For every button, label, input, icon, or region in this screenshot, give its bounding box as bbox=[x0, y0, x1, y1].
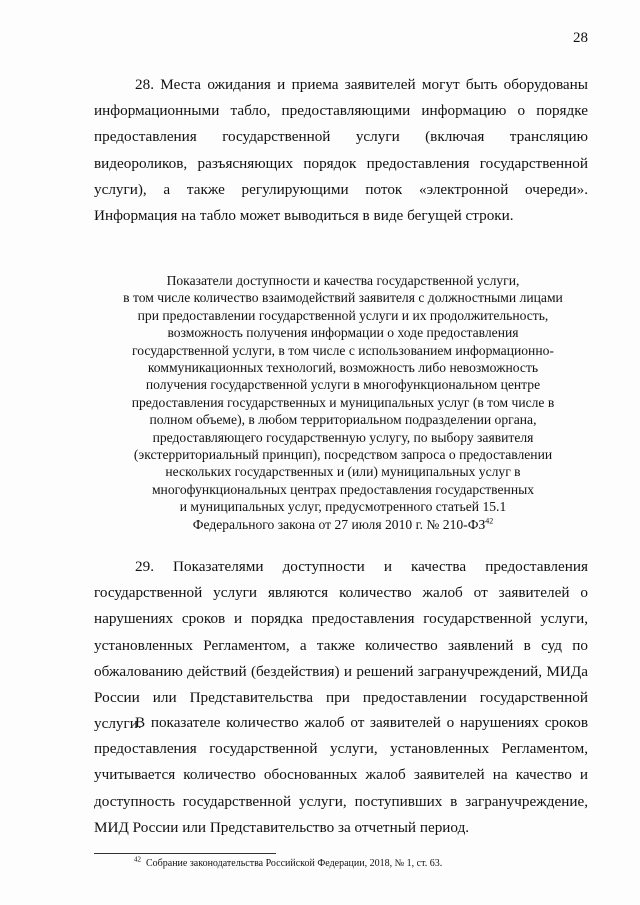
heading-line: государственной услуги, в том числе с использованием информационно- bbox=[132, 342, 554, 358]
page-number: 28 bbox=[573, 30, 588, 46]
heading-line: возможность получения информации о ходе предоставления bbox=[167, 325, 519, 341]
heading-line: и муниципальных услуг, предусмотренного статьей 15.1 bbox=[179, 499, 507, 515]
section-heading bbox=[96, 272, 590, 533]
heading-line: предоставляющего государственную услугу, по выбору заявителя bbox=[152, 429, 534, 445]
paragraph-29-continued: В показателе количество жалоб от заявителей о нарушениях сроков предоставления государственной услуги, установленных Регламентом, учитывается количество обоснованных жалоб заявителей на качество и доступность государственной услуги, поступивших в загранучреждение, МИД России или Представительство за отчетный период. bbox=[94, 714, 588, 836]
heading-line: в том числе количество взаимодействий заявителя с должностными лицами bbox=[123, 290, 563, 306]
footnote-divider bbox=[94, 853, 276, 854]
heading-line-last bbox=[96, 516, 590, 533]
heading-line-text: Федерального закона от 27 июля 2010 г. № 210-ФЗ bbox=[192, 516, 486, 532]
footnote-reference: 42 bbox=[485, 516, 494, 526]
heading-line: Показатели доступности и качества государственной услуги, bbox=[166, 273, 520, 288]
footnote-text: Собрание законодательства Российской Федерации, 2018, № 1, ст. 63. bbox=[146, 858, 443, 869]
footnote-marker: 42 bbox=[134, 855, 141, 864]
heading-line: коммуникационных технологий, возможность либо невозможность bbox=[147, 360, 539, 376]
heading-line: нескольких государственных и (или) муниципальных услуг в bbox=[165, 464, 521, 480]
heading-line: многофункциональных центрах предоставления государственных bbox=[151, 481, 535, 497]
paragraph-29: 29. Показателями доступности и качества предоставления государственной услуги являются количество жалоб от заявителей о нарушениях сроков и порядка предоставления государственной услуги, установленных Регламентом, а также количество заявлений в суд по обжалованию действий (бездействия) и решений загранучреждений, МИДа России или Представительства при предоставлении государственной услуги. bbox=[94, 558, 588, 733]
paragraph-28: 28. Места ожидания и приема заявителей могут быть оборудованы информационными табло, предоставляющими информацию о порядке предоставления государственной услуги (включая трансляцию видеороликов, разъясняющих порядок предоставления государственной услуги), а также регулирующими поток «электронной очереди». Информация на табло может выводиться в виде бегущей строки. bbox=[94, 76, 588, 225]
heading-line: (экстерриториальный принцип), посредством запроса о предоставлении bbox=[133, 447, 553, 463]
heading-line: получения государственной услуги в многофункциональном центре bbox=[145, 377, 541, 393]
heading-line: полном объеме), в любом территориальном подразделении органа, bbox=[149, 412, 537, 428]
heading-line: при предоставлении государственной услуги и их продолжительность, bbox=[137, 307, 549, 323]
footnote bbox=[134, 857, 442, 870]
heading-line: предоставления государственных и муниципальных услуг (в том числе в bbox=[131, 394, 555, 410]
